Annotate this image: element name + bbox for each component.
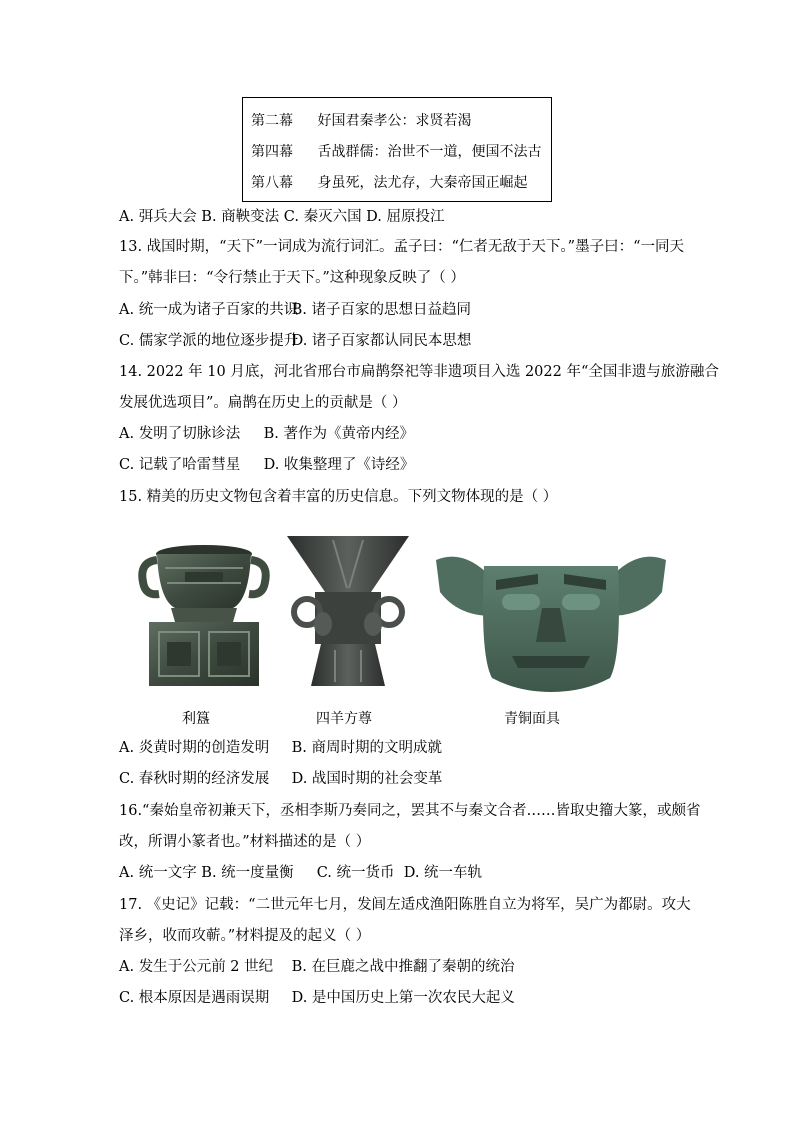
q17-stem-line2: 泽乡，收而攻蕲。”材料提及的起义（ ） xyxy=(119,928,371,944)
q17-stem-line1: 17. 《史记》记载：“二世元年七月，发闾左适戍渔阳陈胜自立为将军，吴广为都尉。攻大 xyxy=(119,897,691,913)
caption-li-gui: 利簋 xyxy=(182,711,210,727)
caption-four-ram-zun: 四羊方尊 xyxy=(316,711,372,727)
q17-option-d: D. 是中国历史上第一次农民大起义 xyxy=(291,990,515,1006)
q17-options-row1 xyxy=(119,957,514,977)
q12-options: A. 弭兵大会 B. 商鞅变法 C. 秦灭六国 D. 屈原投江 xyxy=(119,209,445,225)
q13-option-b: B. 诸子百家的思想日益趋同 xyxy=(291,302,471,318)
q16-options: A. 统一文字 B. 统一度量衡 C. 统一货币 D. 统一车轨 xyxy=(119,865,483,881)
q16-stem-line2: 改，所谓小篆者也。”材料描述的是（ ） xyxy=(119,834,371,850)
q14-stem-line1: 14. 2022 年 10 月底，河北省邢台市扁鹊祭祀等非遗项目入选 2022 年“全国非遗与旅游融合 xyxy=(119,364,719,380)
q14-option-a: A. 发明了切脉诊法 xyxy=(119,426,241,442)
bronze-mask-image xyxy=(434,546,668,694)
bronze-zun-icon xyxy=(285,532,411,688)
q13-option-a: A. 统一成为诸子百家的共识 xyxy=(119,302,299,318)
q15-option-b: B. 商周时期的文明成就 xyxy=(291,740,442,756)
q13-options-row1 xyxy=(119,300,471,320)
act-text: 好国君秦孝公：求贤若渴 xyxy=(317,113,472,129)
q13-option-d: D. 诸子百家都认同民本思想 xyxy=(291,333,472,349)
bronze-mask-icon xyxy=(434,546,668,694)
q13-stem-line2: 下。”韩非曰：“令行禁止于天下。”这种现象反映了（ ） xyxy=(119,270,465,286)
q14-option-d: D. 收集整理了《诗经》 xyxy=(263,457,415,473)
act-label: 第二幕 xyxy=(251,113,293,129)
table-row xyxy=(251,141,541,161)
li-gui-image xyxy=(135,538,273,688)
q14-stem-line2: 发展优选项目”。扁鹊在历史上的贡献是（ ） xyxy=(119,395,407,411)
q15-options-row2 xyxy=(119,769,442,789)
four-ram-zun-image xyxy=(285,532,411,688)
q17-options-row2 xyxy=(119,988,515,1008)
bronze-gui-icon xyxy=(135,538,273,688)
q13-stem-line1: 13. 战国时期，“天下”一词成为流行词汇。孟子曰：“仁者无敌于天下。”墨子曰：“一同天 xyxy=(119,239,684,255)
act-label: 第四幕 xyxy=(251,144,293,160)
q17-option-b: B. 在巨鹿之战中推翻了秦朝的统治 xyxy=(291,959,515,975)
q15-option-c: C. 春秋时期的经济发展 xyxy=(119,771,270,787)
q17-option-a: A. 发生于公元前 2 世纪 xyxy=(119,959,274,975)
q14-option-c: C. 记载了哈雷彗星 xyxy=(119,457,241,473)
q15-option-d: D. 战国时期的社会变革 xyxy=(291,771,443,787)
q14-option-b: B. 著作为《黄帝内经》 xyxy=(263,426,414,442)
act-text: 身虽死，法尤存，大秦帝国正崛起 xyxy=(317,175,528,191)
q14-options-row1 xyxy=(119,424,414,444)
q15-stem: 15. 精美的历史文物包含着丰富的历史信息。下列文物体现的是（ ） xyxy=(119,489,558,505)
q15-options-row1 xyxy=(119,738,442,758)
act-label: 第八幕 xyxy=(251,175,293,191)
q16-stem-line1: 16.“秦始皇帝初兼天下，丞相李斯乃奏同之，罢其不与秦文合者……皆取史籀大篆，或颇省 xyxy=(119,803,701,819)
q14-options-row2 xyxy=(119,455,414,475)
table-row xyxy=(251,110,471,130)
q13-option-c: C. 儒家学派的地位逐步提升 xyxy=(119,333,299,349)
scene-table xyxy=(242,97,552,202)
table-row xyxy=(251,172,527,192)
q15-option-a: A. 炎黄时期的创造发明 xyxy=(119,740,270,756)
q13-options-row2 xyxy=(119,331,471,351)
q17-option-c: C. 根本原因是遇雨误期 xyxy=(119,990,270,1006)
act-text: 舌战群儒：治世不一道，便国不法古 xyxy=(317,144,542,160)
caption-bronze-mask: 青铜面具 xyxy=(504,711,560,727)
